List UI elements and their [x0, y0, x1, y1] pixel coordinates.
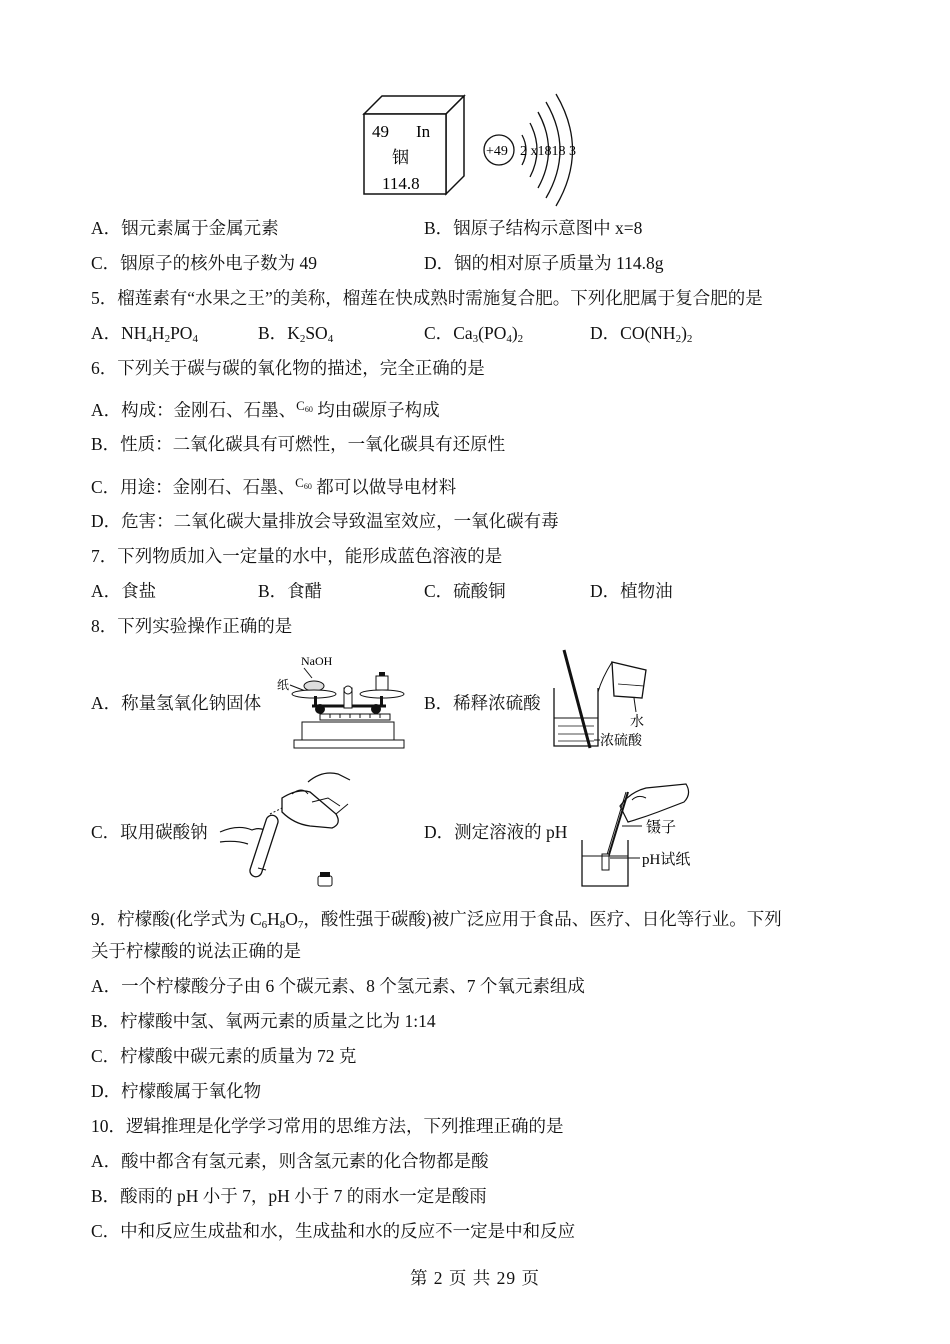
- citric-acid-formula: $C_6H_8O_7$: [249, 909, 304, 931]
- q9-stem: [91, 908, 782, 930]
- dilute-acid-figure: [550, 648, 660, 752]
- q10-option-a: A．酸中都含有氢元素，则含氢元素的化合物都是酸: [91, 1151, 489, 1171]
- tweezers-label: 镊子: [646, 820, 677, 836]
- q10-option-b: B．酸雨的 pH 小于 7，pH 小于 7 的雨水一定是酸雨: [91, 1186, 487, 1206]
- q6-option-c-post: 都可以做导电材料: [316, 477, 457, 497]
- q5-option-a-formula: $NH_4H_2PO_4$: [121, 323, 198, 345]
- q5-option-a: [91, 322, 198, 344]
- q5-option-d: [590, 322, 692, 344]
- q8-option-a: A．称量氢氧化钠固体: [91, 693, 262, 713]
- element-mass: 114.8: [382, 174, 420, 193]
- q9-stem-pre: 9．柠檬酸(化学式为: [91, 909, 250, 929]
- q6-stem: 6．下列关于碳与碳的氧化物的描述，完全正确的是: [91, 358, 485, 378]
- q8-option-d: D．测定溶液的 pH: [424, 822, 568, 842]
- q6-option-a-pre: A．构成：金刚石、石墨、: [91, 400, 297, 420]
- element-symbol: In: [416, 122, 431, 141]
- q4-option-c: C．铟原子的核外电子数为 49: [91, 253, 318, 273]
- q5-option-c-label: C．: [424, 323, 454, 343]
- q9-stem-post: ，酸性强于碳酸)被广泛应用于食品、医疗、日化等行业。下列: [303, 909, 782, 929]
- q8-option-b: B．稀释浓硫酸: [424, 693, 541, 713]
- ph-paper-label: pH试纸: [642, 852, 691, 868]
- q7-option-c: C．硫酸铜: [424, 581, 506, 601]
- q7-option-a: A．食盐: [91, 581, 157, 601]
- q5-option-b-label: B．: [258, 323, 288, 343]
- q5-option-d-label: D．: [590, 323, 621, 343]
- q6-option-c: [91, 472, 456, 498]
- q4-option-b: B．铟原子结构示意图中 x=8: [424, 218, 643, 238]
- q9-option-c: C．柠檬酸中碳元素的质量为 72 克: [91, 1046, 357, 1066]
- q9-option-b: B．柠檬酸中氢、氧两元素的质量之比为 1:14: [91, 1011, 436, 1031]
- q6-option-b: B．性质：二氧化碳具有可燃性，一氧化碳具有还原性: [91, 434, 506, 454]
- q6-option-a-post: 均由碳原子构成: [317, 400, 440, 420]
- q4-option-a: A．铟元素属于金属元素: [91, 218, 279, 238]
- naoh-label: NaOH: [301, 654, 333, 668]
- q6-option-a: [91, 395, 440, 421]
- q4-option-d: D．铟的相对原子质量为 114.8g: [424, 253, 664, 273]
- paper-label: 纸: [277, 678, 290, 692]
- indium-atom-structure: [480, 90, 590, 205]
- balance-scale-figure: [274, 652, 414, 752]
- sodium-carbonate-figure: [218, 768, 358, 890]
- acid-label: 浓硫酸: [600, 734, 642, 749]
- q5-option-a-label: A．: [91, 323, 122, 343]
- q5-option-b: [258, 322, 333, 344]
- q7-option-b: B．食醋: [258, 581, 323, 601]
- q5-stem: 5．榴莲素有“水果之王”的美称，榴莲在快成熟时需施复合肥。下列化肥属于复合肥的是: [91, 288, 763, 308]
- q5-option-b-formula: $K_2SO_4$: [287, 323, 334, 345]
- c60-formula: C60: [295, 475, 312, 491]
- q10-stem: 10．逻辑推理是化学学习常用的思维方法，下列推理正确的是: [91, 1116, 564, 1136]
- q10-option-c: C．中和反应生成盐和水，生成盐和水的反应不一定是中和反应: [91, 1221, 576, 1241]
- electron-shells: 2 x1818 3: [520, 144, 576, 159]
- q5-option-c-formula: $Ca_3(PO_4)_2$: [453, 323, 524, 345]
- nucleus-charge: +49: [486, 144, 508, 159]
- element-name: 铟: [392, 148, 409, 167]
- ph-test-figure: [580, 782, 710, 890]
- element-number: 49: [372, 122, 389, 141]
- page-footer: 第 2 页 共 29 页: [409, 1268, 541, 1288]
- q8-option-c: C．取用碳酸钠: [91, 822, 208, 842]
- q9-option-d: D．柠檬酸属于氧化物: [91, 1081, 262, 1101]
- indium-element-card: [362, 94, 467, 196]
- q7-stem: 7．下列物质加入一定量的水中，能形成蓝色溶液的是: [91, 546, 503, 566]
- q7-option-d: D．植物油: [590, 581, 673, 601]
- q5-option-c: [424, 322, 523, 344]
- q9-option-a: A．一个柠檬酸分子由 6 个碳元素、8 个氢元素、7 个氧元素组成: [91, 976, 585, 996]
- c60-formula: C60: [296, 398, 313, 414]
- q8-stem: 8．下列实验操作正确的是: [91, 616, 293, 636]
- q9-stem-line2: 关于柠檬酸的说法正确的是: [91, 941, 301, 961]
- q6-option-d: D．危害：二氧化碳大量排放会导致温室效应，一氧化碳有毒: [91, 511, 559, 531]
- q6-option-c-pre: C．用途：金刚石、石墨、: [91, 477, 296, 497]
- q5-option-d-formula: $CO(NH_2)_2$: [620, 323, 693, 345]
- water-label: 水: [630, 715, 644, 730]
